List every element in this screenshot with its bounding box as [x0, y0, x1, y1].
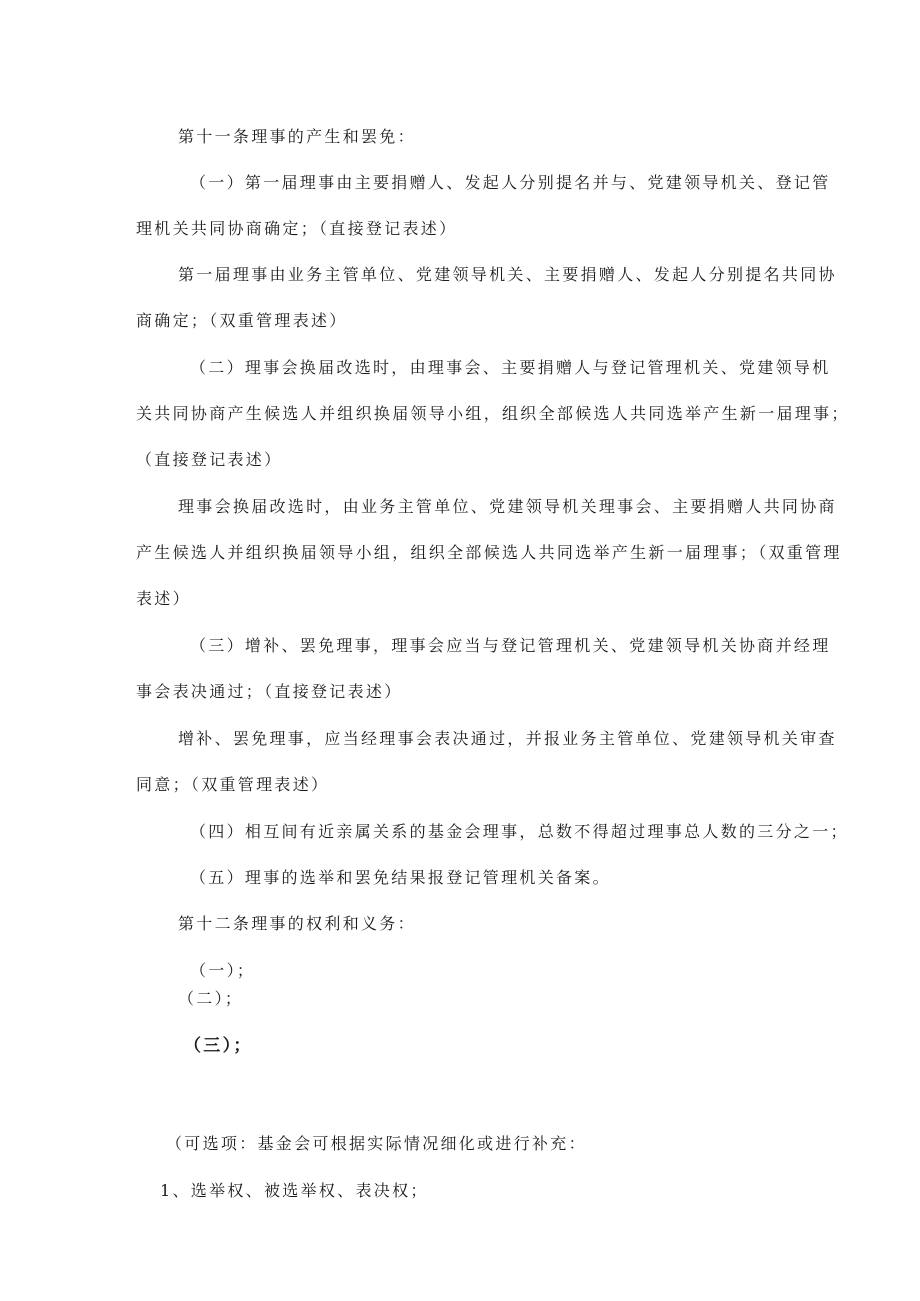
- article-11-item-2-dual-line-1: 理事会换届改选时，由业务主管单位、党建领导机关理事会、主要捐赠人共同协商: [178, 497, 837, 516]
- article-11-item-2-direct-line-2: 关共同协商产生候选人并组织换届领导小组，组织全部候选人共同选举产生新一届理事；: [136, 404, 850, 423]
- article-11-item-2-direct-line-1: （二）理事会换届改选时，由理事会、主要捐赠人与登记管理机关、党建领导机: [190, 358, 831, 377]
- article-11-item-3-direct-line-1: （三）增补、罢免理事，理事会应当与登记管理机关、党建领导机关协商并经理: [190, 636, 831, 655]
- article-12-item-3: （三）；: [184, 1036, 253, 1056]
- article-11-item-1-dual-line-2: 商确定；（双重管理表述）: [136, 311, 348, 330]
- article-12-item-1: （一）；: [190, 961, 256, 980]
- article-11-item-1-direct-line-1: （一）第一届理事由主要捐赠人、发起人分别提名并与、党建领导机关、登记管: [190, 173, 831, 192]
- article-11-item-3-dual-line-2: 同意；（双重管理表述）: [136, 775, 330, 794]
- article-11-item-5: （五）理事的选举和罢免结果报登记管理机关备案。: [190, 868, 611, 887]
- article-11-item-3-direct-line-2: 事会表决通过；（直接登记表述）: [136, 682, 403, 701]
- article-11-item-3-dual-line-1: 增补、罢免理事，应当经理事会表决通过，并报业务主管单位、党建领导机关审查: [178, 729, 837, 748]
- article-11-item-1-dual-line-1: 第一届理事由业务主管单位、党建领导机关、主要捐赠人、发起人分别提名共同协: [178, 265, 837, 284]
- optional-note: （可选项：基金会可根据实际情况细化或进行补充：: [166, 1134, 587, 1153]
- article-11-heading: 第十一条理事的产生和罢免：: [178, 127, 416, 146]
- article-11-item-2-dual-line-3: 表述）: [136, 589, 191, 608]
- article-12-item-2: （二）；: [178, 989, 244, 1008]
- article-11-item-2-direct-line-3: （直接登记表述）: [136, 450, 283, 469]
- article-11-item-4: （四）相互间有近亲属关系的基金会理事，总数不得超过理事总人数的三分之一；: [190, 822, 849, 841]
- article-11-item-2-dual-line-2: 产生候选人并组织换届领导小组，组织全部候选人共同选举产生新一届理事；（双重管理: [136, 543, 842, 562]
- article-12-heading: 第十二条理事的权利和义务：: [178, 914, 416, 933]
- optional-item-1: 1、选举权、被选举权、表决权；: [160, 1181, 429, 1200]
- article-11-item-1-direct-line-2: 理机关共同协商确定；（直接登记表述）: [136, 219, 458, 238]
